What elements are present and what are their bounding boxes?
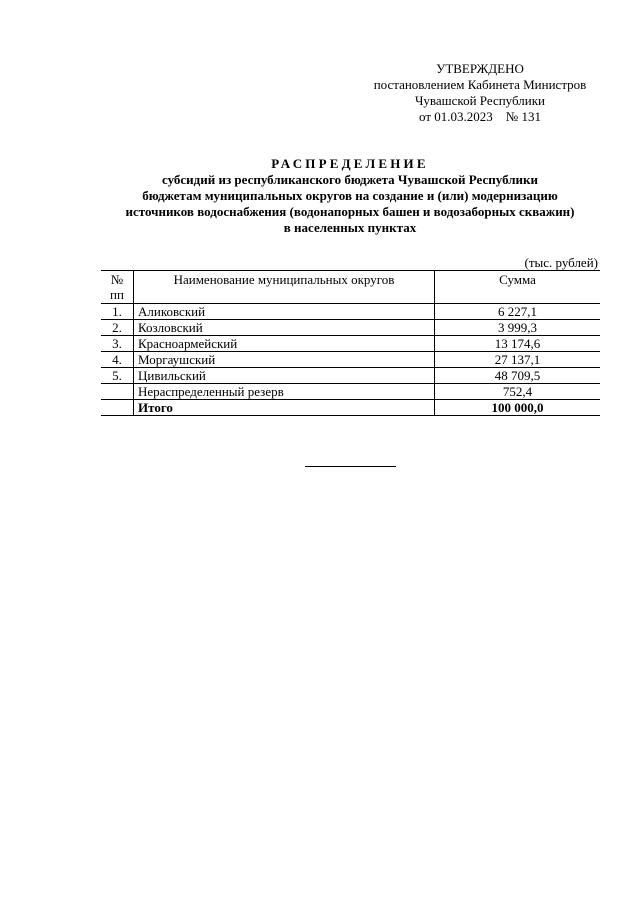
- total-amount: 100 000,0: [435, 400, 601, 416]
- table-row: [101, 384, 600, 400]
- row-amount: 752,4: [435, 384, 601, 400]
- approval-block: [360, 61, 600, 125]
- row-district-name: Красноармейский: [134, 336, 435, 352]
- table-row: [101, 320, 600, 336]
- total-label: Итого: [134, 400, 435, 416]
- document-title: РАСПРЕДЕЛЕНИЕ: [271, 156, 429, 171]
- row-number: 4.: [101, 352, 134, 368]
- row-district-name: Козловский: [134, 320, 435, 336]
- row-number: 5.: [101, 368, 134, 384]
- row-number: 2.: [101, 320, 134, 336]
- document-heading: [96, 156, 604, 236]
- approval-authority: постановлением Кабинета Министров: [373, 77, 587, 92]
- approval-date-number: от 01.03.2023 № 131: [419, 109, 541, 124]
- header-number: № пп: [101, 271, 134, 304]
- distribution-table: [101, 270, 600, 416]
- end-divider-line: [305, 466, 396, 467]
- table-row: [101, 352, 600, 368]
- row-district-name: Нераспределенный резерв: [134, 384, 435, 400]
- units-label: (тыс. рублей): [524, 255, 598, 270]
- row-amount: 13 174,6: [435, 336, 601, 352]
- row-amount: 27 137,1: [435, 352, 601, 368]
- document-subtitle-line-2: бюджетам муниципальных округов на создание и (или) модернизацию: [142, 188, 558, 203]
- row-district-name: Аликовский: [134, 304, 435, 320]
- table-header-row: [101, 271, 600, 304]
- row-number: 1.: [101, 304, 134, 320]
- document-subtitle-line-3: источников водоснабжения (водонапорных башен и водозаборных скважин): [125, 204, 575, 219]
- row-number: [101, 384, 134, 400]
- table-row: [101, 336, 600, 352]
- approval-republic: Чувашской Республики: [414, 93, 546, 108]
- header-district-name: Наименование муниципальных округов: [134, 271, 435, 304]
- total-number: [101, 400, 134, 416]
- approval-status: УТВЕРЖДЕНО: [436, 61, 524, 76]
- header-amount: Сумма: [435, 271, 601, 304]
- row-amount: 3 999,3: [435, 320, 601, 336]
- row-district-name: Цивильский: [134, 368, 435, 384]
- table-total-row: [101, 400, 600, 416]
- row-amount: 48 709,5: [435, 368, 601, 384]
- row-number: 3.: [101, 336, 134, 352]
- row-district-name: Моргаушский: [134, 352, 435, 368]
- document-subtitle-line-1: субсидий из республиканского бюджета Чувашской Республики: [161, 172, 539, 187]
- row-amount: 6 227,1: [435, 304, 601, 320]
- document-subtitle-line-4: в населенных пунктах: [283, 220, 417, 235]
- table-row: [101, 304, 600, 320]
- table-row: [101, 368, 600, 384]
